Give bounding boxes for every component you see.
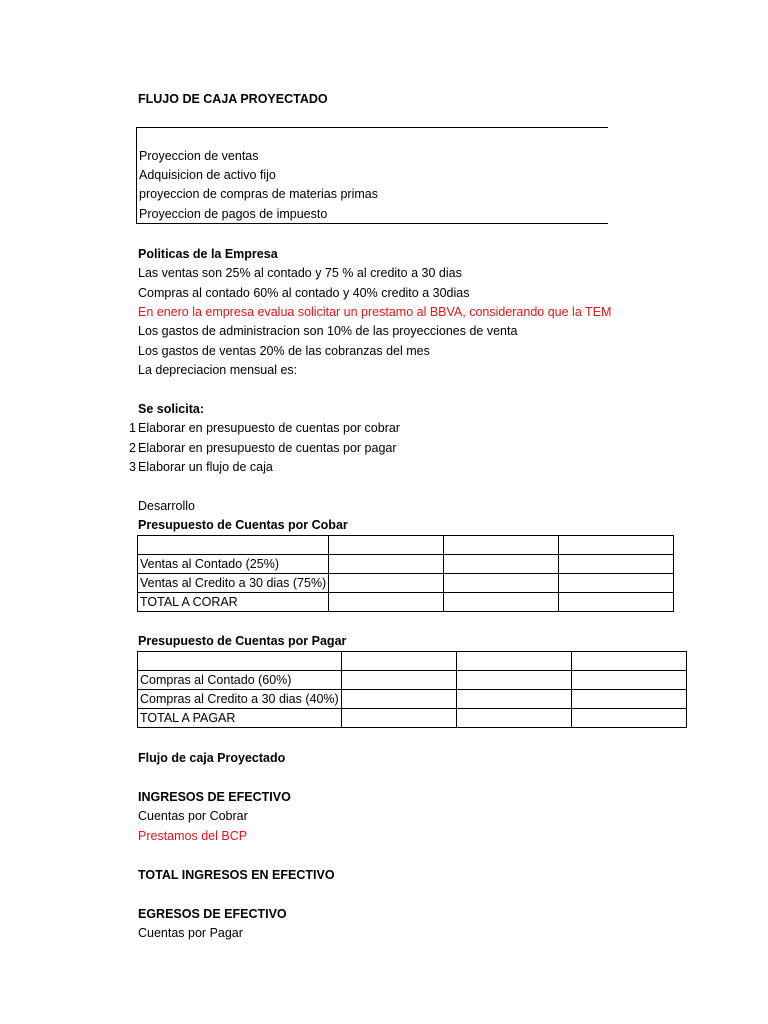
table-cell[interactable] xyxy=(559,574,674,593)
policy-line: La depreciacion mensual es: xyxy=(138,363,298,377)
table-row xyxy=(138,671,687,690)
table-row xyxy=(138,709,687,728)
request-item: Elaborar un flujo de caja xyxy=(138,460,273,474)
cashflow-title: Flujo de caja Proyectado xyxy=(138,751,286,765)
table-cell[interactable] xyxy=(571,690,686,709)
policy-line: Las ventas son 25% al contado y 75 % al credito a 30 dias xyxy=(138,266,462,280)
table-cell[interactable] xyxy=(138,652,342,671)
table-cell[interactable]: TOTAL A PAGAR xyxy=(138,709,342,728)
table-row xyxy=(138,536,674,555)
receivables-title: Presupuesto de Cuentas por Cobar xyxy=(138,518,348,532)
table-cell[interactable]: Compras al Contado (60%) xyxy=(138,671,342,690)
table-row xyxy=(138,690,687,709)
policy-line: Los gastos de administracion son 10% de las proyecciones de venta xyxy=(138,324,518,338)
table-cell[interactable] xyxy=(456,652,571,671)
table-cell[interactable] xyxy=(329,536,444,555)
table-cell[interactable] xyxy=(559,593,674,612)
table-cell[interactable] xyxy=(456,709,571,728)
request-item: Elaborar en presupuesto de cuentas por cobrar xyxy=(138,421,400,435)
table-cell[interactable] xyxy=(341,671,456,690)
request-item: Elaborar en presupuesto de cuentas por pagar xyxy=(138,441,397,455)
expense-item: Cuentas por Pagar xyxy=(138,926,243,940)
table-row xyxy=(138,652,687,671)
receivables-table xyxy=(137,535,674,612)
box-item-purchases: proyeccion de compras de materias primas xyxy=(139,187,378,201)
requests-heading: Se solicita: xyxy=(138,402,204,416)
table-cell[interactable] xyxy=(571,709,686,728)
policies-heading: Politicas de la Empresa xyxy=(138,247,278,261)
table-row xyxy=(138,593,674,612)
table-cell[interactable] xyxy=(329,593,444,612)
table-row xyxy=(138,574,674,593)
table-cell[interactable] xyxy=(329,574,444,593)
box-item-sales-projection: Proyeccion de ventas xyxy=(139,149,259,163)
table-cell[interactable] xyxy=(444,536,559,555)
policy-line: Compras al contado 60% al contado y 40% credito a 30dias xyxy=(138,286,470,300)
table-cell[interactable]: TOTAL A CORAR xyxy=(138,593,329,612)
income-total: TOTAL INGRESOS EN EFECTIVO xyxy=(138,868,335,882)
request-number: 1 xyxy=(129,421,136,435)
table-cell[interactable] xyxy=(329,555,444,574)
income-item: Cuentas por Cobrar xyxy=(138,809,248,823)
table-cell[interactable] xyxy=(456,671,571,690)
table-cell[interactable] xyxy=(444,593,559,612)
table-cell[interactable] xyxy=(341,652,456,671)
table-cell[interactable] xyxy=(571,671,686,690)
table-cell[interactable]: Ventas al Credito a 30 dias (75%) xyxy=(138,574,329,593)
table-cell[interactable] xyxy=(571,652,686,671)
policy-line-highlight: En enero la empresa evalua solicitar un prestamo al BBVA, considerando que la TEM xyxy=(138,305,612,319)
policy-line: Los gastos de ventas 20% de las cobranzas del mes xyxy=(138,344,430,358)
income-item-highlight: Prestamos del BCP xyxy=(138,829,248,843)
payables-title: Presupuesto de Cuentas por Pagar xyxy=(138,634,347,648)
table-cell[interactable] xyxy=(341,709,456,728)
expense-heading: EGRESOS DE EFECTIVO xyxy=(138,907,287,921)
table-cell[interactable] xyxy=(341,690,456,709)
table-cell[interactable]: Compras al Credito a 30 dias (40%) xyxy=(138,690,342,709)
request-number: 2 xyxy=(129,441,136,455)
box-item-tax-payments: Proyeccion de pagos de impuesto xyxy=(139,207,328,221)
table-cell[interactable] xyxy=(444,574,559,593)
objectives-box xyxy=(136,127,608,224)
request-number: 3 xyxy=(129,460,136,474)
page-title: FLUJO DE CAJA PROYECTADO xyxy=(138,92,328,106)
table-cell[interactable] xyxy=(559,555,674,574)
table-cell[interactable] xyxy=(444,555,559,574)
box-item-fixed-asset: Adquisicion de activo fijo xyxy=(139,168,276,182)
table-cell[interactable] xyxy=(456,690,571,709)
table-cell[interactable]: Ventas al Contado (25%) xyxy=(138,555,329,574)
development-heading: Desarrollo xyxy=(138,499,195,513)
table-cell[interactable] xyxy=(559,536,674,555)
income-heading: INGRESOS DE EFECTIVO xyxy=(138,790,291,804)
payables-table xyxy=(137,651,687,728)
table-cell[interactable] xyxy=(138,536,329,555)
table-row xyxy=(138,555,674,574)
